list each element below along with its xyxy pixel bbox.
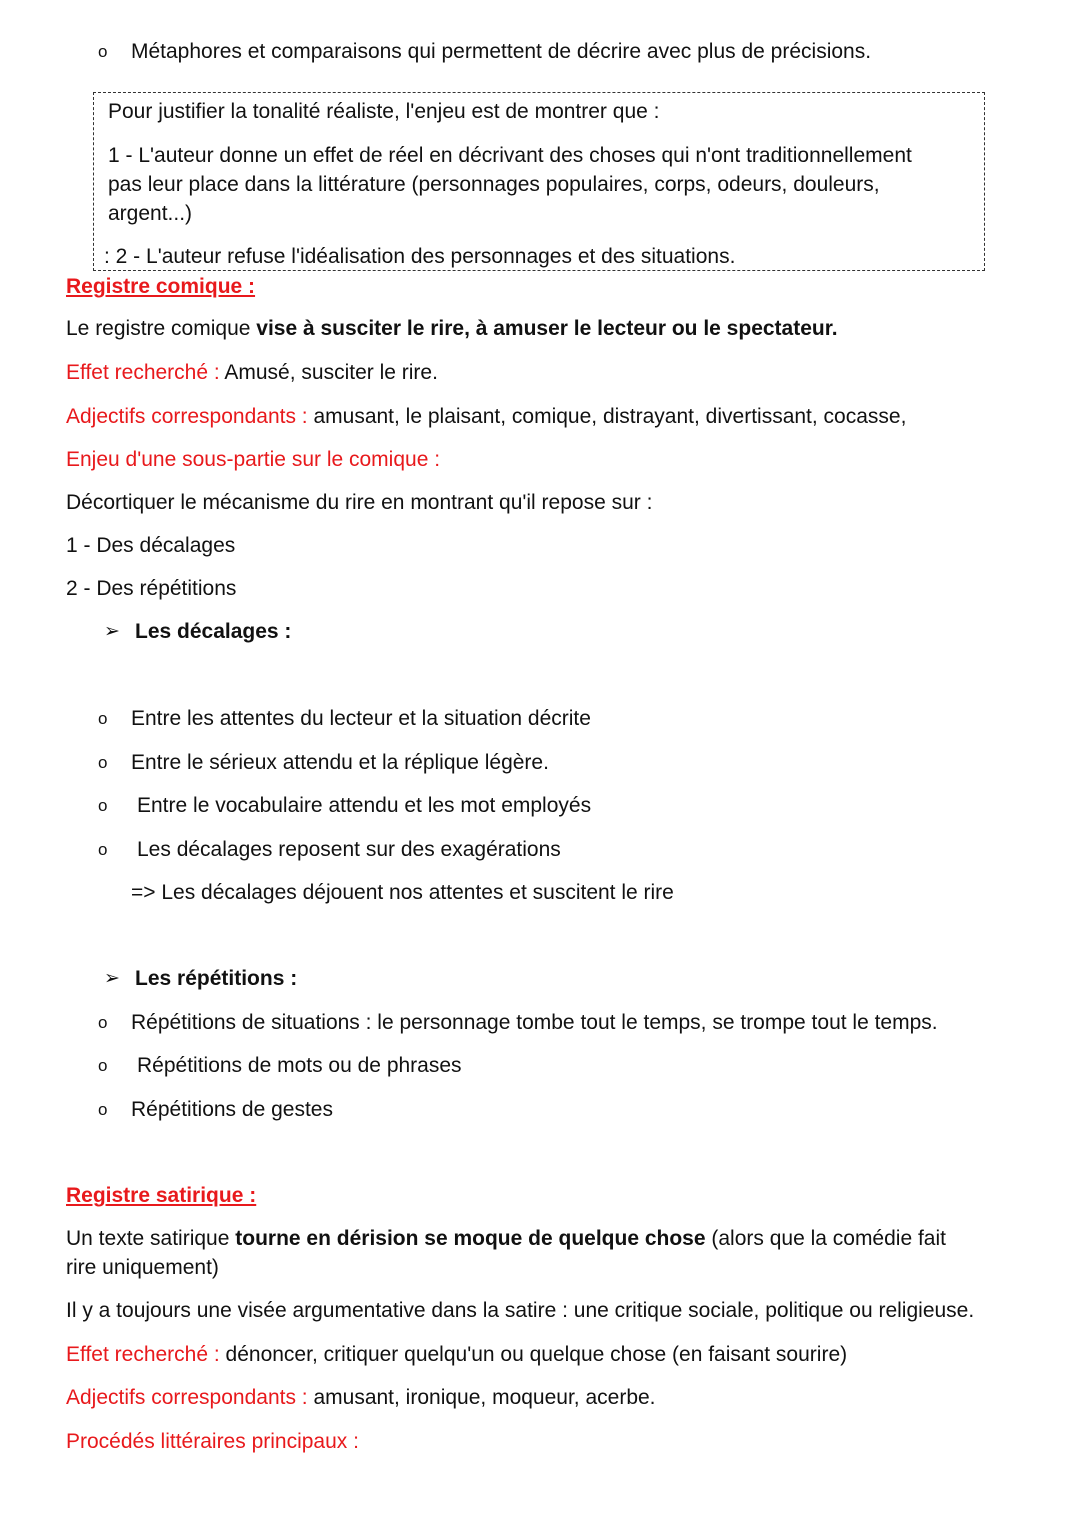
bullet-icon: o — [98, 1013, 108, 1032]
decalage-item: Les décalages reposent sur des exagérations — [137, 838, 561, 861]
list-item: 1 - Des décalages — [66, 534, 236, 557]
satirique-adjectifs — [66, 1385, 656, 1411]
bullet-icon: o — [98, 1100, 108, 1119]
satirique-intro-line2: rire uniquement) — [66, 1256, 219, 1279]
top-bullet-text: Métaphores et comparaisons qui permettent de décrire avec plus de précisions. — [131, 40, 872, 63]
comique-intro-bold: vise à susciter le rire, à amuser le lecteur ou le spectateur. — [256, 317, 838, 340]
satirique-intro-plain: Un texte satirique — [66, 1227, 236, 1250]
comique-intro — [66, 316, 838, 342]
comique-decortiquer: Décortiquer le mécanisme du rire en montrant qu'il repose sur : — [66, 491, 653, 514]
bullet-icon: o — [98, 796, 108, 815]
repetition-item: Répétitions de mots ou de phrases — [137, 1054, 462, 1077]
bullet-icon: o — [98, 753, 108, 772]
box-intro: Pour justifier la tonalité réaliste, l'enjeu est de montrer que : — [108, 100, 660, 123]
decalages-conclusion: => Les décalages déjouent nos attentes et suscitent le rire — [131, 881, 674, 904]
box-point1-line1: 1 - L'auteur donne un effet de réel en décrivant des choses qui n'ont traditionnellement — [108, 144, 912, 167]
satirique-effet — [66, 1342, 847, 1368]
satirique-intro — [66, 1226, 946, 1252]
effet-label: Effet recherché : — [66, 1343, 226, 1366]
effet-label: Effet recherché : — [66, 361, 225, 384]
arrow-bullet-icon: ➢ — [104, 968, 120, 989]
repetitions-heading: Les répétitions : — [135, 967, 298, 990]
comique-intro-plain: Le registre comique — [66, 317, 257, 340]
comique-effet — [66, 360, 438, 386]
effet-value: dénoncer, critiquer quelqu'un ou quelque chose (en faisant sourire) — [225, 1343, 848, 1366]
box-point1-line2: pas leur place dans la littérature (personnages populaires, corps, odeurs, douleurs, — [108, 173, 880, 196]
adjectifs-value: amusant, le plaisant, comique, distrayant, divertissant, cocasse, — [313, 405, 907, 428]
repetition-item: Répétitions de gestes — [131, 1098, 333, 1121]
decalage-item: Entre le vocabulaire attendu et les mot employés — [137, 794, 592, 817]
box-point2: : 2 - L'auteur refuse l'idéalisation des personnages et des situations. — [104, 245, 736, 268]
box-point1-line3: argent...) — [108, 202, 193, 225]
satirique-visee: Il y a toujours une visée argumentative dans la satire : une critique sociale, politique ou religieuse. — [66, 1299, 975, 1322]
decalages-heading: Les décalages : — [135, 620, 292, 643]
bullet-icon: o — [98, 42, 108, 61]
comique-enjeu-label: Enjeu d'une sous-partie sur le comique : — [66, 448, 441, 471]
bullet-icon: o — [98, 709, 108, 728]
decalage-item: Entre le sérieux attendu et la réplique légère. — [131, 751, 549, 774]
heading-registre-comique: Registre comique : — [66, 275, 256, 298]
effet-value: Amusé, susciter le rire. — [224, 361, 438, 384]
repetition-item: Répétitions de situations : le personnage tombe tout le temps, se trompe tout le temps. — [131, 1011, 938, 1034]
satirique-procedes-label: Procédés littéraires principaux : — [66, 1430, 359, 1453]
bullet-icon: o — [98, 1056, 108, 1075]
satirique-intro-rest: (alors que la comédie fait — [705, 1227, 946, 1250]
adjectifs-value: amusant, ironique, moqueur, acerbe. — [313, 1386, 656, 1409]
decalage-item: Entre les attentes du lecteur et la situation décrite — [131, 707, 591, 730]
list-item: 2 - Des répétitions — [66, 577, 237, 600]
adjectifs-label: Adjectifs correspondants : — [66, 405, 314, 428]
heading-registre-satirique: Registre satirique : — [66, 1184, 257, 1207]
comique-adjectifs — [66, 404, 906, 430]
satirique-intro-bold: tourne en dérision se moque de quelque chose — [235, 1227, 706, 1250]
adjectifs-label: Adjectifs correspondants : — [66, 1386, 314, 1409]
realism-callout-box — [93, 92, 985, 271]
arrow-bullet-icon: ➢ — [104, 621, 120, 642]
bullet-icon: o — [98, 840, 108, 859]
